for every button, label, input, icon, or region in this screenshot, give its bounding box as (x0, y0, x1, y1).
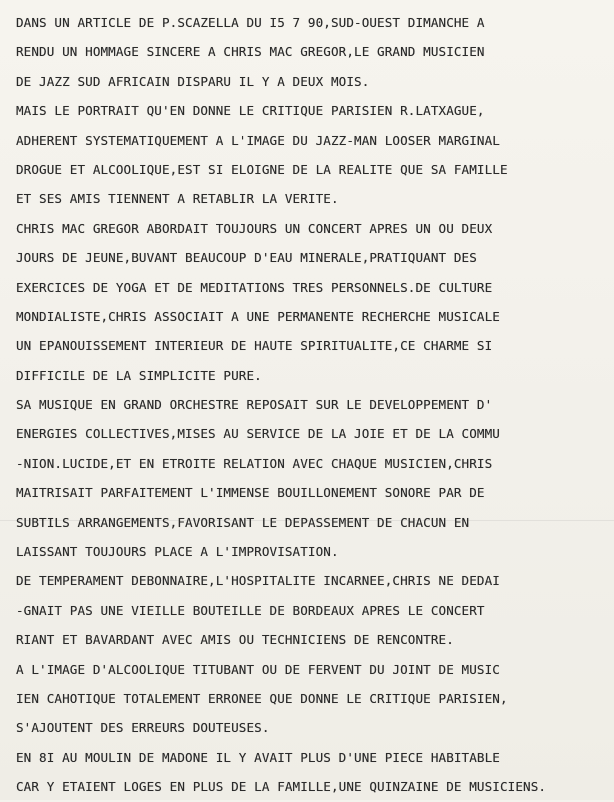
text-line: -GNAIT PAS UNE VIEILLE BOUTEILLE DE BORDEAUX APRES LE CONCERT (16, 602, 485, 618)
text-line: SUBTILS ARRANGEMENTS,FAVORISANT LE DEPASSEMENT DE CHACUN EN (16, 514, 470, 530)
text-line: SA MUSIQUE EN GRAND ORCHESTRE REPOSAIT SUR LE DEVELOPPEMENT D' (16, 397, 493, 413)
text-line: ENERGIES COLLECTIVES,MISES AU SERVICE DE LA JOIE ET DE LA COMMU (16, 426, 500, 442)
text-line: ADHERENT SYSTEMATIQUEMENT A L'IMAGE DU JAZZ-MAN LOOSER MARGINAL (16, 132, 500, 148)
text-line: DANS UN ARTICLE DE P.SCAZELLA DU I5 7 90,SUD-OUEST DIMANCHE A (16, 15, 485, 30)
text-line: -NION.LUCIDE,ET EN ETROITE RELATION AVEC CHAQUE MUSICIEN,CHRIS (16, 455, 493, 471)
text-line: DE TEMPERAMENT DEBONNAIRE,L'HOSPITALITE INCARNEE,CHRIS NE DEDAI (16, 573, 500, 589)
text-line: ET SES AMIS TIENNENT A RETABLIR LA VERITE. (16, 191, 339, 207)
text-line: EN 8I AU MOULIN DE MADONE IL Y AVAIT PLUS D'UNE PIECE HABITABLE (16, 749, 500, 765)
typewritten-text-body (16, 8, 612, 802)
text-line: CHRIS MAC GREGOR ABORDAIT TOUJOURS UN CONCERT APRES UN OU DEUX (16, 220, 493, 236)
text-line: DROGUE ET ALCOOLIQUE,EST SI ELOIGNE DE LA REALITE QUE SA FAMILLE (16, 161, 508, 177)
text-line: S'AJOUTENT DES ERREURS DOUTEUSES. (16, 720, 270, 736)
text-line: CAR Y ETAIENT LOGES EN PLUS DE LA FAMILLE,UNE QUINZAINE DE MUSICIENS. (16, 779, 547, 795)
text-line: LAISSANT TOUJOURS PLACE A L'IMPROVISATION. (16, 544, 339, 560)
text-line: MAIS LE PORTRAIT QU'EN DONNE LE CRITIQUE PARISIEN R.LATXAGUE, (16, 103, 485, 119)
text-line: A L'IMAGE D'ALCOOLIQUE TITUBANT OU DE FERVENT DU JOINT DE MUSIC (16, 661, 500, 677)
text-line: IEN CAHOTIQUE TOTALEMENT ERRONEE QUE DONNE LE CRITIQUE PARISIEN, (16, 690, 508, 706)
text-line: MAITRISAIT PARFAITEMENT L'IMMENSE BOUILLONEMENT SONORE PAR DE (16, 485, 485, 501)
text-line: RIANT ET BAVARDANT AVEC AMIS OU TECHNICIENS DE RENCONTRE. (16, 632, 454, 648)
text-line: JOURS DE JEUNE,BUVANT BEAUCOUP D'EAU MINERALE,PRATIQUANT DES (16, 250, 477, 266)
text-line: MONDIALISTE,CHRIS ASSOCIAIT A UNE PERMANENTE RECHERCHE MUSICALE (16, 308, 500, 324)
text-line: UN EPANOUISSEMENT INTERIEUR DE HAUTE SPIRITUALITE,CE CHARME SI (16, 338, 493, 354)
text-line: RENDU UN HOMMAGE SINCERE A CHRIS MAC GREGOR,LE GRAND MUSICIEN (16, 44, 485, 60)
text-line: EXERCICES DE YOGA ET DE MEDITATIONS TRES PERSONNELS.DE CULTURE (16, 279, 493, 295)
text-line: DIFFICILE DE LA SIMPLICITE PURE. (16, 367, 262, 383)
text-line: DE JAZZ SUD AFRICAIN DISPARU IL Y A DEUX MOIS. (16, 73, 370, 89)
